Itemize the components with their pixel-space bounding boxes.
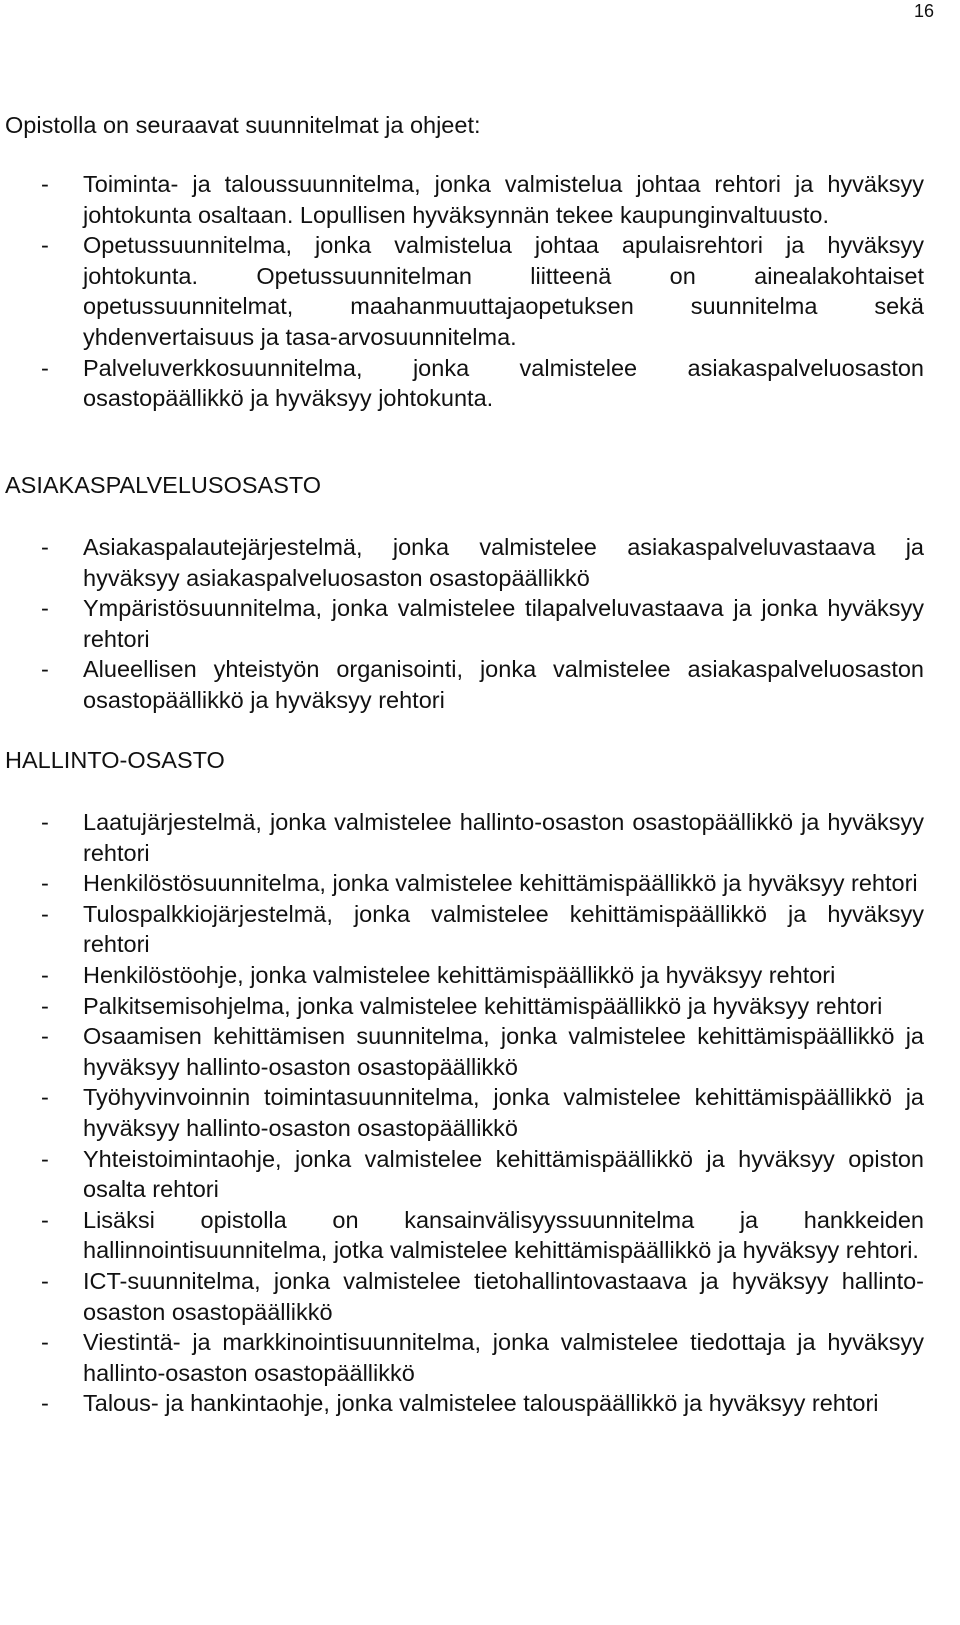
list-item <box>5 1266 924 1327</box>
dash-bullet: - <box>41 534 49 560</box>
list-item <box>5 960 924 991</box>
hallinto-plans-list <box>5 807 924 1419</box>
list-item-text: Työhyvinvoinnin toimintasuunnitelma, jonka valmistelee kehittämispäällikkö ja hyväksyy hallinto-osaston osastopäällikkö <box>83 1084 924 1141</box>
section-heading-hallinto: HALLINTO-OSASTO <box>5 747 225 773</box>
list-item <box>5 532 924 593</box>
dash-bullet: - <box>41 595 49 622</box>
list-item-text: Yhteistoimintaohje, jonka valmistelee kehittämispäällikkö ja hyväksyy opiston osalta rehtori <box>83 1145 924 1203</box>
list-item-text: Toiminta- ja taloussuunnitelma, jonka valmistelua johtaa rehtori ja hyväksyy johtokunta osaltaan. Lopullisen hyväksynnän tekee kaupunginvaltuusto. <box>83 171 924 228</box>
dash-bullet: - <box>41 870 49 897</box>
dash-bullet: - <box>41 1206 49 1233</box>
list-item <box>5 230 924 352</box>
list-item <box>5 899 924 960</box>
dash-bullet: - <box>41 1329 49 1356</box>
list-item-text: Tulospalkkiojärjestelmä, jonka valmistelee kehittämispäällikkö ja hyväksyy rehtori <box>83 900 924 958</box>
list-item <box>5 1082 924 1143</box>
list-item-text: Viestintä- ja markkinointisuunnitelma, jonka valmistelee tiedottaja ja hyväksyy hallinto-osaston osastopäällikkö <box>83 1329 924 1386</box>
list-item <box>5 1327 924 1388</box>
list-item <box>5 593 924 654</box>
list-item-text: Asiakaspalautejärjestelmä, jonka valmistelee asiakaspalveluvastaava ja hyväksyy asiakaspalveluosaston osastopäällikkö <box>83 534 924 591</box>
list-item <box>5 1144 924 1205</box>
list-item-text: Osaamisen kehittämisen suunnitelma, jonka valmistelee kehittämispäällikkö ja hyväksyy hallinto-osaston osastopäällikkö <box>83 1023 924 1080</box>
list-item-text: Palveluverkkosuunnitelma, jonka valmistelee asiakaspalveluosaston osastopäällikkö ja hyväksyy johtokunta. <box>83 354 924 412</box>
list-item <box>5 1205 924 1266</box>
dash-bullet: - <box>41 809 49 835</box>
dash-bullet: - <box>41 171 49 197</box>
asiakaspalvelu-plans-list <box>5 532 924 716</box>
list-item-text: Alueellisen yhteistyön organisointi, jonka valmistelee asiakaspalveluosaston osastopäällikkö ja hyväksyy rehtori <box>83 656 924 713</box>
list-item-text: Laatujärjestelmä, jonka valmistelee hallinto-osaston osastopäällikkö ja hyväksyy rehtori <box>83 809 924 866</box>
list-item-text: Ympäristösuunnitelma, jonka valmistelee tilapalveluvastaava ja jonka hyväksyy rehtori <box>83 595 924 652</box>
dash-bullet: - <box>41 1023 49 1050</box>
list-item-text: Henkilöstösuunnitelma, jonka valmistelee kehittämispäällikkö ja hyväksyy rehtori <box>83 870 918 897</box>
dash-bullet: - <box>41 1390 49 1417</box>
page-number: 16 <box>913 1 934 21</box>
list-item <box>5 1021 924 1082</box>
list-item <box>5 991 924 1022</box>
dash-bullet: - <box>41 232 49 259</box>
list-item-text: Talous- ja hankintaohje, jonka valmistelee talouspäällikkö ja hyväksyy rehtori <box>83 1390 879 1417</box>
dash-bullet: - <box>41 656 49 683</box>
list-item <box>5 807 924 868</box>
dash-bullet: - <box>41 992 49 1019</box>
dash-bullet: - <box>41 900 49 927</box>
list-item <box>5 1388 924 1419</box>
list-item <box>5 868 924 899</box>
list-item-text: Lisäksi opistolla on kansainvälisyyssuunnitelma ja hankkeiden hallinnointisuunnitelma, jotka valmistelee kehittämispäällikkö ja hyväksyy rehtori. <box>83 1206 924 1264</box>
general-plans-list <box>5 169 924 414</box>
dash-bullet: - <box>41 1145 49 1172</box>
list-item <box>5 353 924 414</box>
section-heading-asiakaspalvelu: ASIAKASPALVELUSOSASTO <box>5 472 322 498</box>
list-item-text: Palkitsemisohjelma, jonka valmistelee kehittämispäällikkö ja hyväksyy rehtori <box>83 992 883 1019</box>
dash-bullet: - <box>41 1084 49 1111</box>
dash-bullet: - <box>41 961 49 988</box>
list-item <box>5 654 924 715</box>
intro-text: Opistolla on seuraavat suunnitelmat ja ohjeet: <box>5 112 481 138</box>
list-item-text: Henkilöstöohje, jonka valmistelee kehittämispäällikkö ja hyväksyy rehtori <box>83 961 836 988</box>
dash-bullet: - <box>41 354 49 381</box>
list-item-text: ICT-suunnitelma, jonka valmistelee tietohallintovastaava ja hyväksyy hallinto-osaston osastopäällikkö <box>83 1267 924 1325</box>
list-item <box>5 169 924 230</box>
list-item-text: Opetussuunnitelma, jonka valmistelua johtaa apulaisrehtori ja hyväksyy johtokunta. Opetussuunnitelman liitteenä on ainealakohtaiset opetussuunnitelmat, maahanmuuttajaopetuksen suunnitelma sekä yhdenvertaisuus ja tasa-arvosuunnitelma. <box>83 232 924 350</box>
dash-bullet: - <box>41 1267 49 1294</box>
